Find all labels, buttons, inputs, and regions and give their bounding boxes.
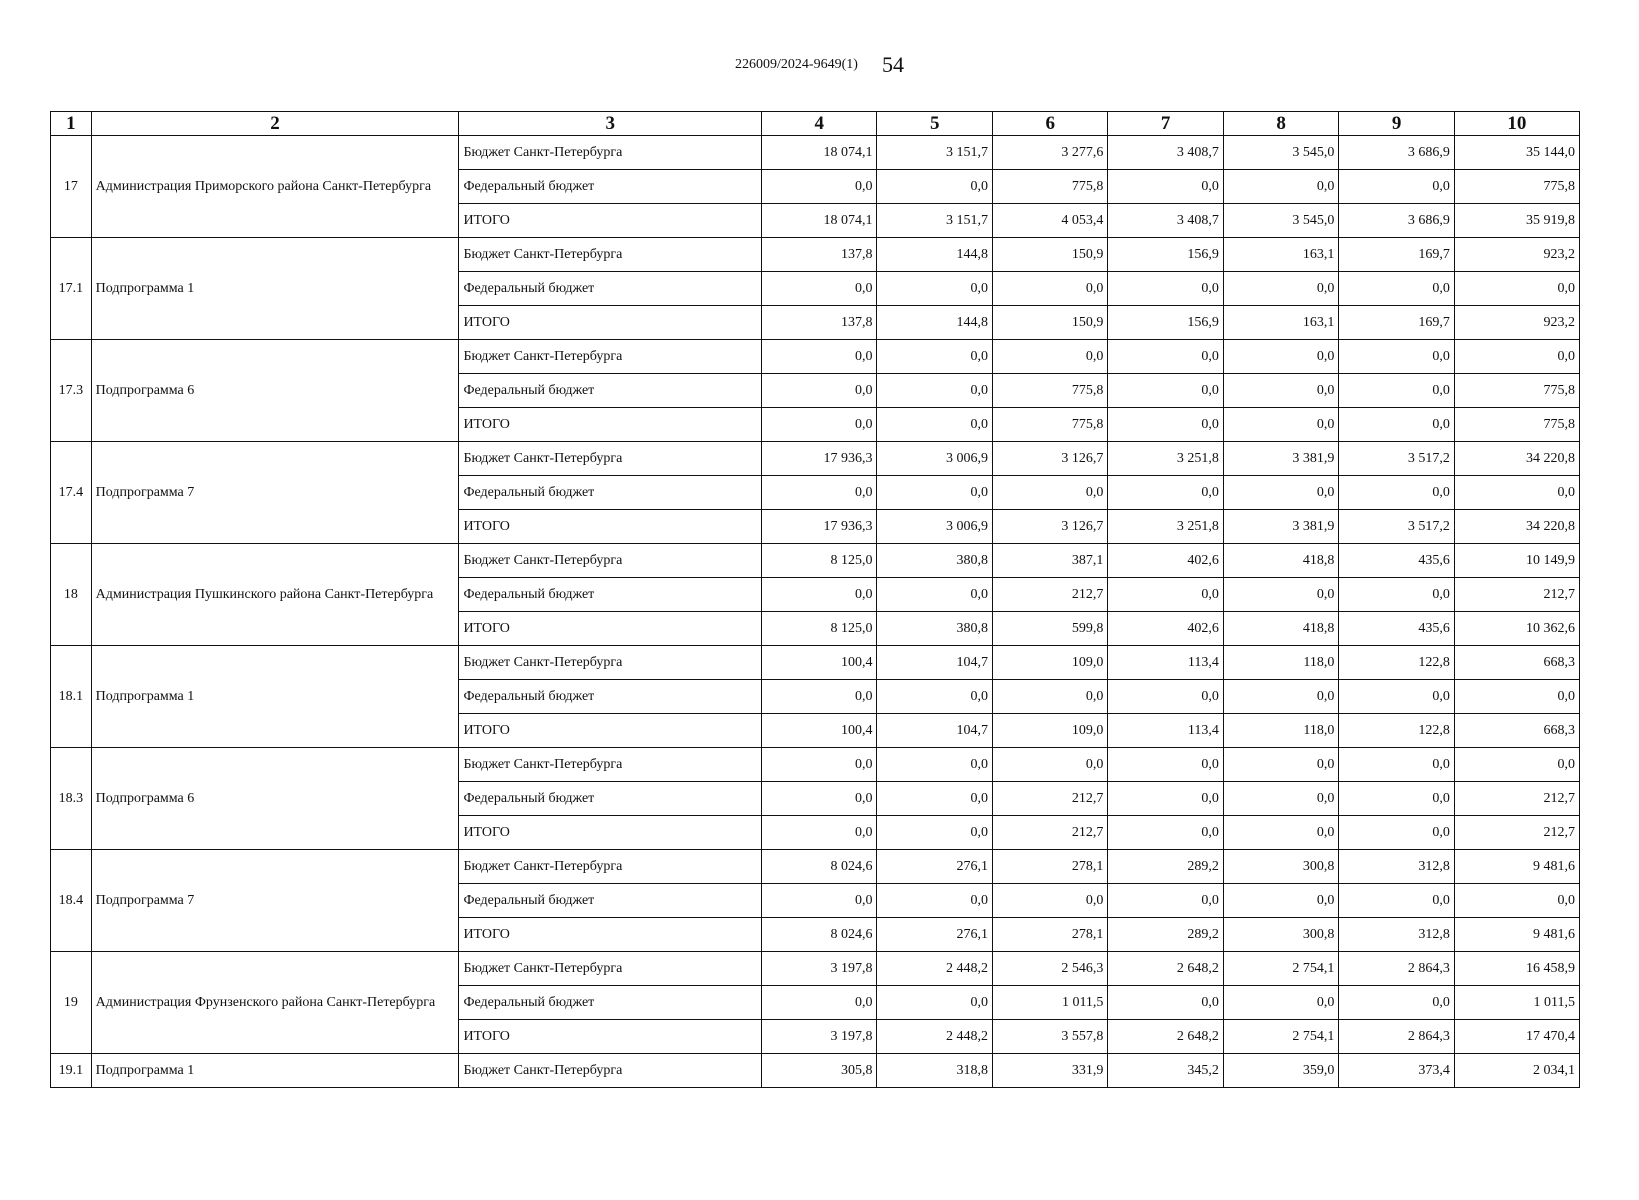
value-cell-col-8: 2 754,1 [1223, 1020, 1338, 1054]
value-cell-col-8: 3 381,9 [1223, 510, 1338, 544]
row-number: 18 [51, 544, 92, 646]
value-cell-col-10: 0,0 [1454, 476, 1579, 510]
value-cell-col-7: 345,2 [1108, 1054, 1223, 1088]
value-cell-col-8: 0,0 [1223, 986, 1338, 1020]
value-cell-col-10: 0,0 [1454, 680, 1579, 714]
program-name: Подпрограмма 1 [91, 1054, 459, 1088]
funding-source: ИТОГО [459, 306, 762, 340]
value-cell-col-6: 150,9 [992, 306, 1107, 340]
value-cell-col-10: 923,2 [1454, 306, 1579, 340]
program-name: Подпрограмма 1 [91, 646, 459, 748]
value-cell-col-7: 113,4 [1108, 714, 1223, 748]
value-cell-col-6: 0,0 [992, 748, 1107, 782]
value-cell-col-4: 137,8 [762, 238, 877, 272]
value-cell-col-4: 8 125,0 [762, 544, 877, 578]
value-cell-col-4: 137,8 [762, 306, 877, 340]
value-cell-col-7: 0,0 [1108, 884, 1223, 918]
value-cell-col-9: 3 686,9 [1339, 136, 1454, 170]
value-cell-col-5: 3 151,7 [877, 136, 992, 170]
program-name: Администрация Пушкинского района Санкт-Петербурга [91, 544, 459, 646]
value-cell-col-7: 0,0 [1108, 748, 1223, 782]
table-header-row [51, 112, 1580, 136]
value-cell-col-9: 169,7 [1339, 306, 1454, 340]
value-cell-col-10: 212,7 [1454, 816, 1579, 850]
value-cell-col-4: 0,0 [762, 476, 877, 510]
program-name: Подпрограмма 7 [91, 850, 459, 952]
value-cell-col-7: 156,9 [1108, 306, 1223, 340]
value-cell-col-4: 3 197,8 [762, 1020, 877, 1054]
value-cell-col-7: 0,0 [1108, 272, 1223, 306]
value-cell-col-5: 0,0 [877, 272, 992, 306]
value-cell-col-10: 35 919,8 [1454, 204, 1579, 238]
value-cell-col-9: 0,0 [1339, 680, 1454, 714]
value-cell-col-5: 0,0 [877, 816, 992, 850]
value-cell-col-10: 10 362,6 [1454, 612, 1579, 646]
value-cell-col-7: 0,0 [1108, 578, 1223, 612]
value-cell-col-7: 3 251,8 [1108, 510, 1223, 544]
value-cell-col-10: 0,0 [1454, 884, 1579, 918]
funding-source: ИТОГО [459, 714, 762, 748]
value-cell-col-5: 276,1 [877, 850, 992, 884]
value-cell-col-8: 300,8 [1223, 850, 1338, 884]
value-cell-col-7: 0,0 [1108, 680, 1223, 714]
value-cell-col-7: 289,2 [1108, 850, 1223, 884]
row-number: 17.3 [51, 340, 92, 442]
value-cell-col-4: 18 074,1 [762, 204, 877, 238]
funding-source: Бюджет Санкт-Петербурга [459, 442, 762, 476]
value-cell-col-7: 0,0 [1108, 170, 1223, 204]
value-cell-col-5: 0,0 [877, 476, 992, 510]
value-cell-col-10: 0,0 [1454, 272, 1579, 306]
funding-source: ИТОГО [459, 816, 762, 850]
value-cell-col-6: 0,0 [992, 272, 1107, 306]
value-cell-col-9: 0,0 [1339, 170, 1454, 204]
funding-source: ИТОГО [459, 510, 762, 544]
column-header-9: 9 [1339, 112, 1454, 136]
value-cell-col-6: 278,1 [992, 850, 1107, 884]
table-row [51, 850, 1580, 884]
row-number: 19 [51, 952, 92, 1054]
value-cell-col-4: 8 024,6 [762, 850, 877, 884]
table-row [51, 238, 1580, 272]
funding-source: Федеральный бюджет [459, 476, 762, 510]
value-cell-col-7: 2 648,2 [1108, 1020, 1223, 1054]
table-row [51, 646, 1580, 680]
table-row [51, 544, 1580, 578]
funding-source: Бюджет Санкт-Петербурга [459, 238, 762, 272]
value-cell-col-5: 0,0 [877, 748, 992, 782]
value-cell-col-9: 122,8 [1339, 714, 1454, 748]
column-header-6: 6 [992, 112, 1107, 136]
value-cell-col-4: 0,0 [762, 272, 877, 306]
funding-source: Федеральный бюджет [459, 680, 762, 714]
value-cell-col-7: 156,9 [1108, 238, 1223, 272]
value-cell-col-8: 0,0 [1223, 782, 1338, 816]
value-cell-col-6: 150,9 [992, 238, 1107, 272]
column-header-8: 8 [1223, 112, 1338, 136]
value-cell-col-9: 312,8 [1339, 918, 1454, 952]
value-cell-col-8: 0,0 [1223, 408, 1338, 442]
value-cell-col-8: 3 545,0 [1223, 136, 1338, 170]
value-cell-col-9: 312,8 [1339, 850, 1454, 884]
value-cell-col-9: 0,0 [1339, 374, 1454, 408]
program-name: Подпрограмма 1 [91, 238, 459, 340]
value-cell-col-5: 0,0 [877, 782, 992, 816]
value-cell-col-10: 10 149,9 [1454, 544, 1579, 578]
program-name: Администрация Приморского района Санкт-Петербурга [91, 136, 459, 238]
value-cell-col-5: 0,0 [877, 680, 992, 714]
row-number: 18.4 [51, 850, 92, 952]
value-cell-col-7: 0,0 [1108, 782, 1223, 816]
value-cell-col-9: 2 864,3 [1339, 1020, 1454, 1054]
value-cell-col-5: 0,0 [877, 408, 992, 442]
value-cell-col-8: 300,8 [1223, 918, 1338, 952]
program-name: Подпрограмма 6 [91, 340, 459, 442]
value-cell-col-4: 100,4 [762, 646, 877, 680]
value-cell-col-7: 3 408,7 [1108, 136, 1223, 170]
value-cell-col-7: 0,0 [1108, 374, 1223, 408]
value-cell-col-6: 3 126,7 [992, 442, 1107, 476]
value-cell-col-7: 289,2 [1108, 918, 1223, 952]
value-cell-col-6: 109,0 [992, 646, 1107, 680]
budget-table [50, 111, 1580, 1088]
value-cell-col-10: 668,3 [1454, 646, 1579, 680]
value-cell-col-5: 276,1 [877, 918, 992, 952]
value-cell-col-4: 8 024,6 [762, 918, 877, 952]
value-cell-col-8: 163,1 [1223, 238, 1338, 272]
funding-source: Федеральный бюджет [459, 170, 762, 204]
column-header-3: 3 [459, 112, 762, 136]
value-cell-col-5: 144,8 [877, 306, 992, 340]
value-cell-col-8: 0,0 [1223, 340, 1338, 374]
value-cell-col-4: 0,0 [762, 782, 877, 816]
table-body [51, 136, 1580, 1088]
column-header-5: 5 [877, 112, 992, 136]
row-number: 18.3 [51, 748, 92, 850]
value-cell-col-4: 18 074,1 [762, 136, 877, 170]
value-cell-col-9: 3 686,9 [1339, 204, 1454, 238]
value-cell-col-4: 0,0 [762, 374, 877, 408]
value-cell-col-4: 0,0 [762, 170, 877, 204]
column-header-10: 10 [1454, 112, 1579, 136]
value-cell-col-4: 3 197,8 [762, 952, 877, 986]
program-name: Подпрограмма 7 [91, 442, 459, 544]
value-cell-col-10: 0,0 [1454, 340, 1579, 374]
value-cell-col-6: 212,7 [992, 578, 1107, 612]
value-cell-col-6: 775,8 [992, 374, 1107, 408]
column-header-1: 1 [51, 112, 92, 136]
value-cell-col-9: 3 517,2 [1339, 510, 1454, 544]
value-cell-col-8: 0,0 [1223, 170, 1338, 204]
value-cell-col-7: 0,0 [1108, 476, 1223, 510]
funding-source: Бюджет Санкт-Петербурга [459, 136, 762, 170]
value-cell-col-8: 118,0 [1223, 714, 1338, 748]
value-cell-col-8: 0,0 [1223, 748, 1338, 782]
value-cell-col-9: 0,0 [1339, 748, 1454, 782]
value-cell-col-4: 0,0 [762, 578, 877, 612]
value-cell-col-5: 0,0 [877, 374, 992, 408]
value-cell-col-6: 0,0 [992, 476, 1107, 510]
value-cell-col-5: 104,7 [877, 714, 992, 748]
program-name: Подпрограмма 6 [91, 748, 459, 850]
funding-source: Федеральный бюджет [459, 374, 762, 408]
column-header-4: 4 [762, 112, 877, 136]
value-cell-col-8: 0,0 [1223, 884, 1338, 918]
value-cell-col-4: 0,0 [762, 884, 877, 918]
value-cell-col-8: 0,0 [1223, 374, 1338, 408]
value-cell-col-4: 0,0 [762, 680, 877, 714]
value-cell-col-9: 122,8 [1339, 646, 1454, 680]
value-cell-col-9: 169,7 [1339, 238, 1454, 272]
value-cell-col-9: 0,0 [1339, 782, 1454, 816]
value-cell-col-5: 2 448,2 [877, 1020, 992, 1054]
value-cell-col-6: 1 011,5 [992, 986, 1107, 1020]
value-cell-col-10: 775,8 [1454, 408, 1579, 442]
value-cell-col-6: 109,0 [992, 714, 1107, 748]
funding-source: ИТОГО [459, 204, 762, 238]
value-cell-col-7: 113,4 [1108, 646, 1223, 680]
table-row [51, 1054, 1580, 1088]
value-cell-col-9: 2 864,3 [1339, 952, 1454, 986]
funding-source: Бюджет Санкт-Петербурга [459, 850, 762, 884]
document-reference: 226009/2024-9649(1) [735, 57, 858, 72]
value-cell-col-10: 775,8 [1454, 374, 1579, 408]
value-cell-col-9: 373,4 [1339, 1054, 1454, 1088]
value-cell-col-5: 144,8 [877, 238, 992, 272]
value-cell-col-7: 2 648,2 [1108, 952, 1223, 986]
funding-source: Бюджет Санкт-Петербурга [459, 952, 762, 986]
value-cell-col-6: 3 277,6 [992, 136, 1107, 170]
value-cell-col-10: 668,3 [1454, 714, 1579, 748]
value-cell-col-9: 0,0 [1339, 476, 1454, 510]
value-cell-col-8: 0,0 [1223, 680, 1338, 714]
value-cell-col-7: 402,6 [1108, 612, 1223, 646]
row-number: 17.1 [51, 238, 92, 340]
document-header [0, 52, 1639, 78]
value-cell-col-4: 8 125,0 [762, 612, 877, 646]
value-cell-col-6: 0,0 [992, 340, 1107, 374]
value-cell-col-6: 775,8 [992, 170, 1107, 204]
value-cell-col-10: 16 458,9 [1454, 952, 1579, 986]
row-number: 17 [51, 136, 92, 238]
value-cell-col-7: 3 408,7 [1108, 204, 1223, 238]
value-cell-col-6: 278,1 [992, 918, 1107, 952]
value-cell-col-10: 212,7 [1454, 578, 1579, 612]
value-cell-col-6: 3 557,8 [992, 1020, 1107, 1054]
value-cell-col-10: 34 220,8 [1454, 510, 1579, 544]
value-cell-col-4: 0,0 [762, 748, 877, 782]
value-cell-col-10: 2 034,1 [1454, 1054, 1579, 1088]
value-cell-col-9: 0,0 [1339, 578, 1454, 612]
value-cell-col-10: 9 481,6 [1454, 918, 1579, 952]
value-cell-col-6: 331,9 [992, 1054, 1107, 1088]
value-cell-col-7: 3 251,8 [1108, 442, 1223, 476]
value-cell-col-8: 3 545,0 [1223, 204, 1338, 238]
table-row [51, 340, 1580, 374]
value-cell-col-7: 0,0 [1108, 816, 1223, 850]
value-cell-col-7: 0,0 [1108, 340, 1223, 374]
value-cell-col-9: 0,0 [1339, 340, 1454, 374]
value-cell-col-10: 212,7 [1454, 782, 1579, 816]
value-cell-col-8: 0,0 [1223, 476, 1338, 510]
value-cell-col-6: 775,8 [992, 408, 1107, 442]
value-cell-col-10: 923,2 [1454, 238, 1579, 272]
value-cell-col-10: 35 144,0 [1454, 136, 1579, 170]
value-cell-col-6: 599,8 [992, 612, 1107, 646]
row-number: 18.1 [51, 646, 92, 748]
value-cell-col-8: 3 381,9 [1223, 442, 1338, 476]
value-cell-col-9: 0,0 [1339, 884, 1454, 918]
value-cell-col-6: 3 126,7 [992, 510, 1107, 544]
row-number: 17.4 [51, 442, 92, 544]
column-header-2: 2 [91, 112, 459, 136]
funding-source: ИТОГО [459, 408, 762, 442]
value-cell-col-6: 387,1 [992, 544, 1107, 578]
value-cell-col-5: 3 006,9 [877, 510, 992, 544]
value-cell-col-4: 0,0 [762, 986, 877, 1020]
value-cell-col-7: 0,0 [1108, 408, 1223, 442]
funding-source: ИТОГО [459, 612, 762, 646]
value-cell-col-4: 0,0 [762, 340, 877, 374]
value-cell-col-6: 212,7 [992, 816, 1107, 850]
value-cell-col-5: 0,0 [877, 340, 992, 374]
value-cell-col-9: 0,0 [1339, 408, 1454, 442]
value-cell-col-9: 0,0 [1339, 816, 1454, 850]
funding-source: Бюджет Санкт-Петербурга [459, 1054, 762, 1088]
funding-source: Федеральный бюджет [459, 986, 762, 1020]
value-cell-col-10: 775,8 [1454, 170, 1579, 204]
column-header-7: 7 [1108, 112, 1223, 136]
value-cell-col-8: 418,8 [1223, 544, 1338, 578]
value-cell-col-5: 104,7 [877, 646, 992, 680]
funding-source: Федеральный бюджет [459, 578, 762, 612]
value-cell-col-8: 0,0 [1223, 816, 1338, 850]
value-cell-col-5: 380,8 [877, 612, 992, 646]
value-cell-col-7: 402,6 [1108, 544, 1223, 578]
value-cell-col-8: 0,0 [1223, 578, 1338, 612]
value-cell-col-6: 4 053,4 [992, 204, 1107, 238]
value-cell-col-4: 17 936,3 [762, 510, 877, 544]
value-cell-col-9: 435,6 [1339, 544, 1454, 578]
funding-source: Федеральный бюджет [459, 884, 762, 918]
value-cell-col-10: 9 481,6 [1454, 850, 1579, 884]
value-cell-col-6: 212,7 [992, 782, 1107, 816]
value-cell-col-10: 17 470,4 [1454, 1020, 1579, 1054]
value-cell-col-5: 0,0 [877, 578, 992, 612]
value-cell-col-8: 2 754,1 [1223, 952, 1338, 986]
page-number: 54 [881, 52, 904, 77]
value-cell-col-6: 0,0 [992, 884, 1107, 918]
funding-source: Бюджет Санкт-Петербурга [459, 646, 762, 680]
value-cell-col-10: 1 011,5 [1454, 986, 1579, 1020]
funding-source: Федеральный бюджет [459, 782, 762, 816]
table-row [51, 952, 1580, 986]
value-cell-col-8: 118,0 [1223, 646, 1338, 680]
value-cell-col-6: 2 546,3 [992, 952, 1107, 986]
funding-source: ИТОГО [459, 918, 762, 952]
funding-source: ИТОГО [459, 1020, 762, 1054]
row-number: 19.1 [51, 1054, 92, 1088]
value-cell-col-10: 34 220,8 [1454, 442, 1579, 476]
funding-source: Федеральный бюджет [459, 272, 762, 306]
funding-source: Бюджет Санкт-Петербурга [459, 544, 762, 578]
value-cell-col-5: 3 151,7 [877, 204, 992, 238]
value-cell-col-8: 163,1 [1223, 306, 1338, 340]
value-cell-col-4: 305,8 [762, 1054, 877, 1088]
value-cell-col-6: 0,0 [992, 680, 1107, 714]
value-cell-col-5: 318,8 [877, 1054, 992, 1088]
value-cell-col-9: 435,6 [1339, 612, 1454, 646]
value-cell-col-5: 0,0 [877, 884, 992, 918]
funding-source: Бюджет Санкт-Петербурга [459, 340, 762, 374]
value-cell-col-4: 0,0 [762, 816, 877, 850]
value-cell-col-5: 2 448,2 [877, 952, 992, 986]
table-row [51, 136, 1580, 170]
value-cell-col-4: 17 936,3 [762, 442, 877, 476]
value-cell-col-8: 359,0 [1223, 1054, 1338, 1088]
value-cell-col-4: 100,4 [762, 714, 877, 748]
value-cell-col-9: 0,0 [1339, 986, 1454, 1020]
table-row [51, 748, 1580, 782]
value-cell-col-5: 380,8 [877, 544, 992, 578]
value-cell-col-5: 3 006,9 [877, 442, 992, 476]
value-cell-col-9: 3 517,2 [1339, 442, 1454, 476]
value-cell-col-7: 0,0 [1108, 986, 1223, 1020]
value-cell-col-8: 0,0 [1223, 272, 1338, 306]
value-cell-col-5: 0,0 [877, 986, 992, 1020]
value-cell-col-9: 0,0 [1339, 272, 1454, 306]
value-cell-col-4: 0,0 [762, 408, 877, 442]
table-row [51, 442, 1580, 476]
funding-source: Бюджет Санкт-Петербурга [459, 748, 762, 782]
value-cell-col-10: 0,0 [1454, 748, 1579, 782]
program-name: Администрация Фрунзенского района Санкт-Петербурга [91, 952, 459, 1054]
value-cell-col-5: 0,0 [877, 170, 992, 204]
value-cell-col-8: 418,8 [1223, 612, 1338, 646]
